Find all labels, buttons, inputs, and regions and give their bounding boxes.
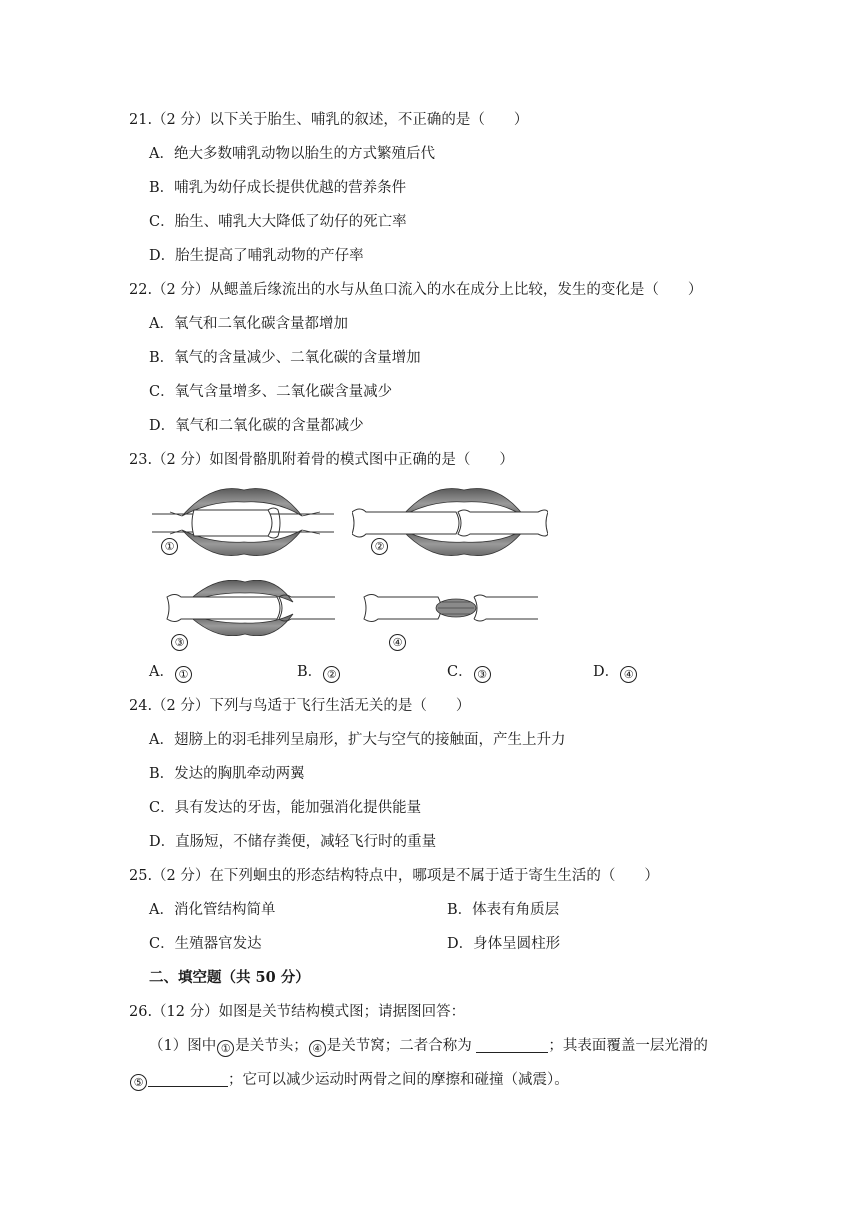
figure-label-2: ② [371,538,388,555]
q26-sub1-text-a: （1）图中 [149,1038,217,1054]
q22-option-d: D．氧气和二氧化碳的含量都减少 [149,418,364,434]
q21-stem: 21.（2 分）以下关于胎生、哺乳的叙述，不正确的是（ ） [129,112,529,128]
q23-stem: 23.（2 分）如图骨骼肌附着骨的模式图中正确的是（ ） [129,452,514,468]
q23-choice-c-mark: ③ [474,666,491,683]
q23-choice-b [297,662,341,683]
q23-choice-a-letter: A． [149,664,174,680]
q23-choice-a-mark: ① [175,666,192,683]
section-title-fill-in: 二、填空题（共 50 分） [149,969,310,986]
q24-option-b: B．发达的胸肌牵动两翼 [149,766,305,782]
q25-option-b: B．体表有角质层 [447,902,560,918]
q26-sub1-text-d: ；其表面覆盖一层光滑的 [548,1038,708,1054]
q24-option-c: C．具有发达的牙齿，能加强消化提供能量 [149,800,422,816]
q26-mark-5: ⑤ [130,1074,147,1091]
muscle-diagram-4 [362,590,538,626]
q26-answer-blank-1[interactable] [476,1036,548,1053]
q25-option-a: A．消化管结构简单 [149,902,276,918]
q26-sub1-text-b: 是关节头； [235,1038,308,1054]
q23-choice-b-mark: ② [323,666,340,683]
q25-option-d: D．身体呈圆柱形 [447,936,561,952]
q23-choice-c [447,662,492,683]
q22-option-b: B．氧气的含量减少、二氧化碳的含量增加 [149,350,421,366]
q23-choice-d-letter: D． [593,664,620,680]
muscle-diagram-1 [152,484,334,560]
figure-label-3: ③ [171,634,188,651]
q21-option-c: C．胎生、哺乳大大降低了幼仔的死亡率 [149,214,407,230]
q26-stem: 26.（12 分）如图是关节结构模式图；请据图回答： [129,1004,466,1020]
q22-option-c: C．氧气含量增多、二氧化碳含量减少 [149,384,393,400]
q23-choice-d-mark: ④ [620,666,637,683]
q25-option-c: C．生殖器官发达 [149,936,262,952]
q23-choice-b-letter: B． [297,664,323,680]
q26-sub1-text-e: ；它可以减少运动时两骨之间的摩擦和碰撞（减震）。 [228,1072,569,1088]
q23-choice-a [149,662,193,683]
q26-answer-blank-2[interactable] [148,1070,228,1087]
q26-sub1-text-c: 是关节窝；二者合称为 [326,1038,472,1054]
q25-stem: 25.（2 分）在下列蛔虫的形态结构特点中，哪项是不属于适于寄生生活的（ ） [129,868,659,884]
q21-option-d: D．胎生提高了哺乳动物的产仔率 [149,248,364,264]
q26-mark-4: ④ [309,1040,326,1057]
q26-mark-1: ① [217,1040,234,1057]
q21-option-a: A．绝大多数哺乳动物以胎生的方式繁殖后代 [149,146,435,162]
figure-label-1: ① [161,538,178,555]
muscle-diagram-3 [165,580,335,636]
figure-label-4: ④ [389,634,406,651]
q26-sub1-line2 [129,1070,569,1091]
q24-option-d: D．直肠短，不储存粪便，减轻飞行时的重量 [149,834,437,850]
q21-option-b: B．哺乳为幼仔成长提供优越的营养条件 [149,180,407,196]
q26-sub1-line1 [149,1036,708,1057]
q23-choice-c-letter: C． [447,664,473,680]
q24-option-a: A．翅膀上的羽毛排列呈扇形，扩大与空气的接触面，产生上升力 [149,732,566,748]
q22-stem: 22.（2 分）从鳃盖后缘流出的水与从鱼口流入的水在成分上比较，发生的变化是（ ） [129,282,703,298]
q23-choice-d [593,662,638,683]
q24-stem: 24.（2 分）下列与鸟适于飞行生活无关的是（ ） [129,698,471,714]
q22-option-a: A．氧气和二氧化碳含量都增加 [149,316,348,332]
